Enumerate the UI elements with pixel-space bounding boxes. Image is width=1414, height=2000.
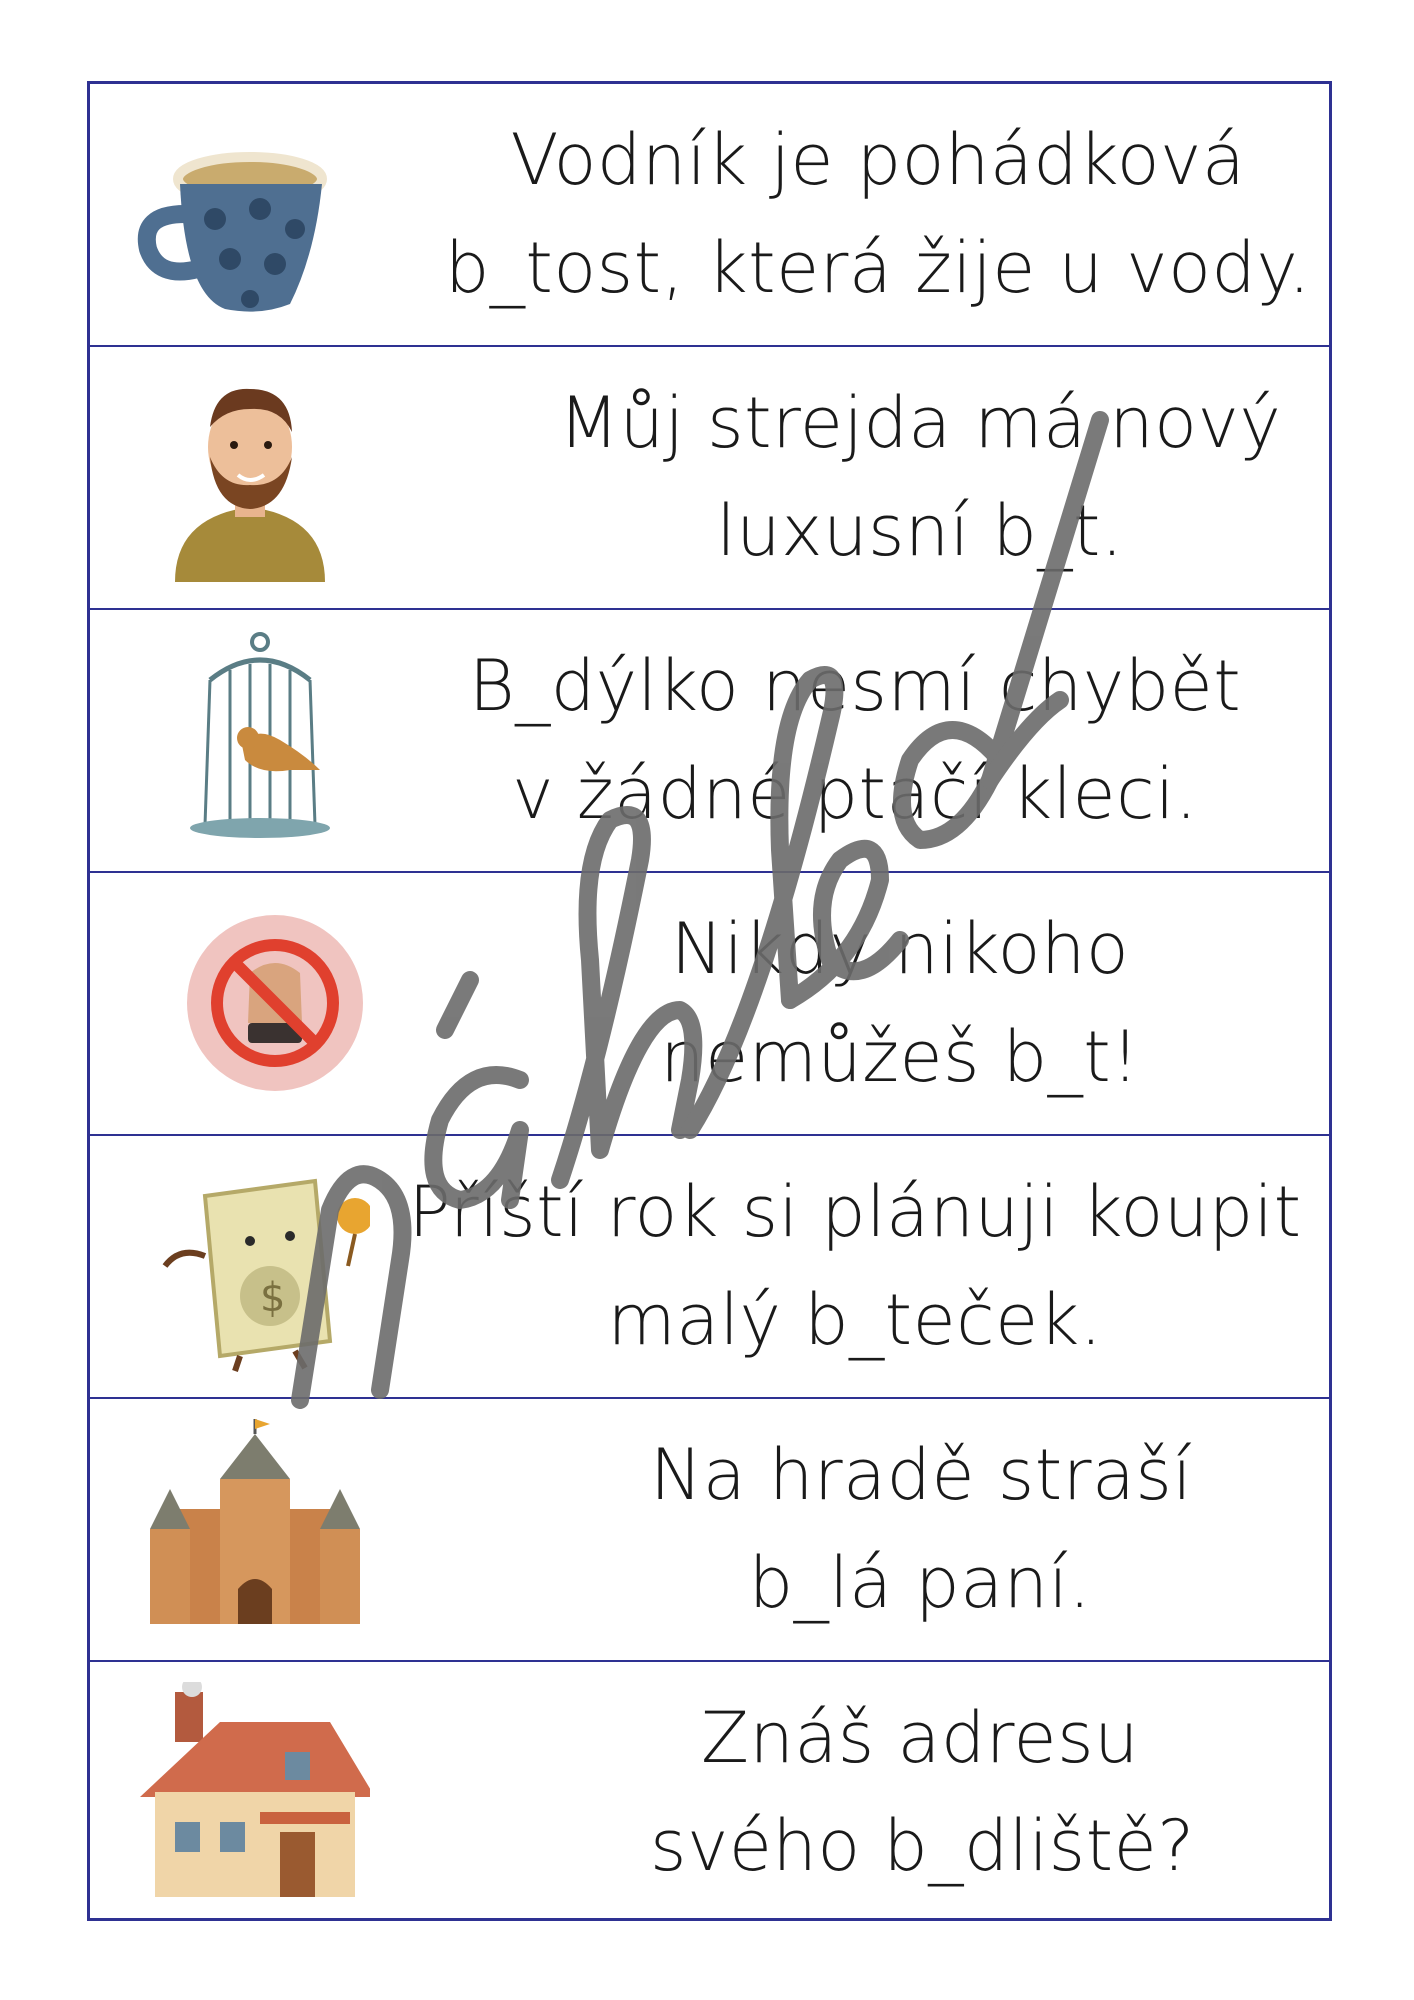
money-character-icon	[130, 1156, 370, 1376]
house-icon	[130, 1682, 370, 1902]
card-row	[90, 1136, 1329, 1399]
birdcage-icon	[130, 630, 370, 850]
castle-icon	[130, 1419, 370, 1639]
card-row	[90, 1662, 1329, 1925]
no-hitting-icon	[130, 893, 370, 1113]
mug-icon	[130, 104, 370, 324]
card-row	[90, 84, 1329, 347]
sentence: Znáš adresu svého b_dliště?	[650, 1697, 1195, 1887]
card-row	[90, 1399, 1329, 1662]
card-row	[90, 873, 1329, 1136]
sentence: Nikdy nikoho nemůžeš b_t!	[660, 908, 1140, 1098]
card-row	[90, 610, 1329, 873]
man-icon	[130, 367, 370, 587]
sentence: Příští rok si plánuji koupit malý b_teček.	[408, 1171, 1302, 1361]
sentence: Vodník je pohádková b_tost, která žije u vody.	[444, 119, 1312, 309]
sentence: B_dýlko nesmí chybět v žádné ptačí kleci.	[468, 645, 1242, 835]
sentence: Můj strejda má nový luxusní b_t.	[558, 382, 1282, 572]
worksheet	[87, 81, 1332, 1921]
sentence: Na hradě straší b_lá paní.	[650, 1434, 1193, 1624]
card-row	[90, 347, 1329, 610]
svg-text:$: $	[260, 1275, 286, 1321]
